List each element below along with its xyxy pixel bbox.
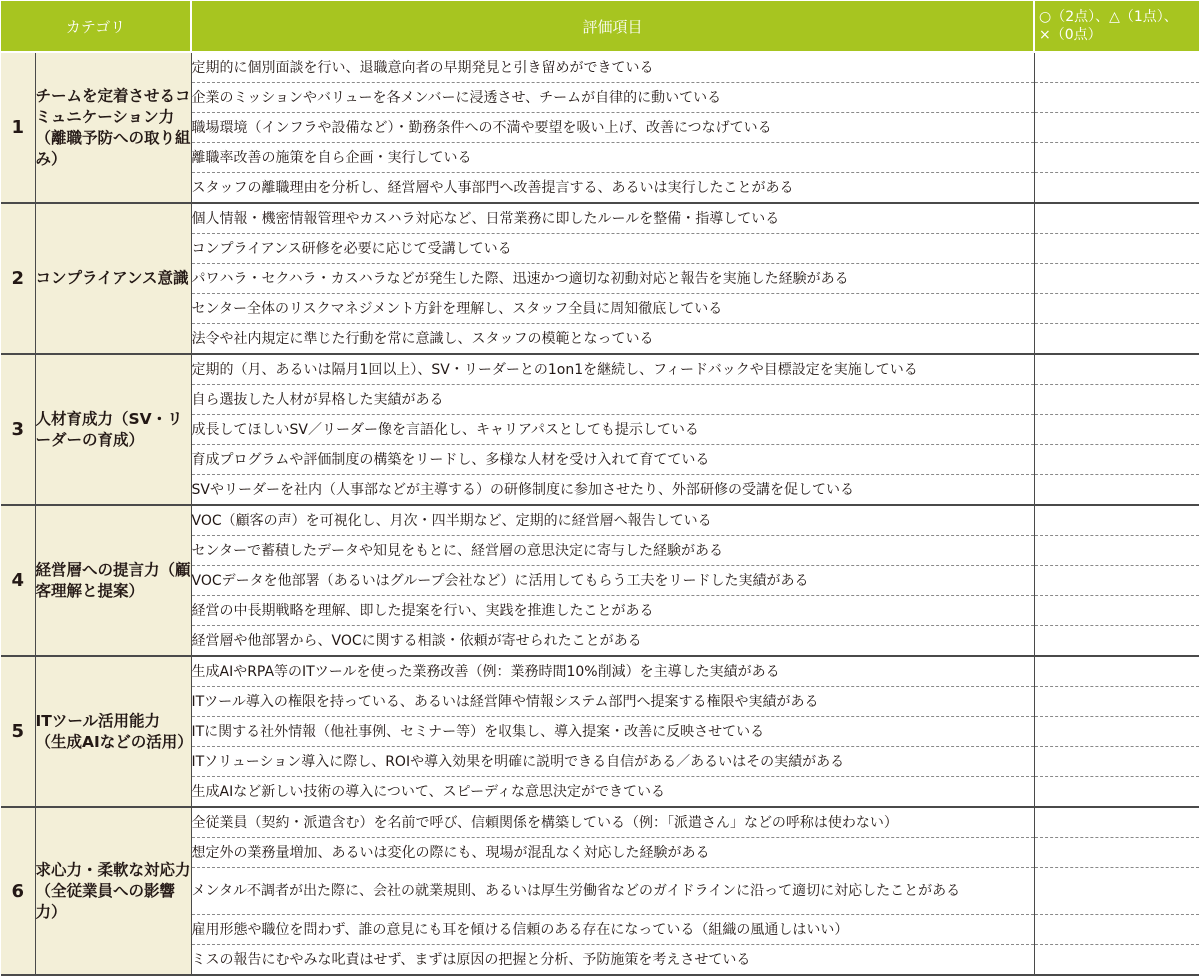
score-input-cell[interactable]	[1034, 445, 1199, 475]
evaluation-item: 自ら選抜した人材が昇格した実績がある	[191, 385, 1034, 415]
score-input-cell[interactable]	[1034, 475, 1199, 506]
category-name: チームを定着させるコミュニケーション力（離職予防への取り組み）	[35, 52, 191, 203]
score-input-cell[interactable]	[1034, 113, 1199, 143]
score-input-cell[interactable]	[1034, 777, 1199, 808]
category-name: 経営層への提言力（顧客理解と提案）	[35, 505, 191, 656]
table-row	[1, 505, 1199, 536]
score-input-cell[interactable]	[1034, 807, 1199, 838]
evaluation-item: ITツール導入の権限を持っている、あるいは経営陣や情報システム部門へ提案する権限や実績がある	[191, 687, 1034, 717]
evaluation-item: 離職率改善の施策を自ら企画・実行している	[191, 143, 1034, 173]
score-input-cell[interactable]	[1034, 747, 1199, 777]
table-row	[1, 52, 1199, 83]
score-input-cell[interactable]	[1034, 626, 1199, 657]
evaluation-item: パワハラ・セクハラ・カスハラなどが発生した際、迅速かつ適切な初動対応と報告を実施した経験がある	[191, 264, 1034, 294]
evaluation-item: 生成AIやRPA等のITツールを使った業務改善（例：業務時間10%削減）を主導した実績がある	[191, 656, 1034, 687]
category-name: コンプライアンス意識	[35, 203, 191, 354]
score-input-cell[interactable]	[1034, 566, 1199, 596]
score-column-header	[1034, 1, 1199, 52]
score-input-cell[interactable]	[1034, 915, 1199, 945]
score-input-cell[interactable]	[1034, 687, 1199, 717]
score-input-cell[interactable]	[1034, 83, 1199, 113]
evaluation-item: 雇用形態や職位を問わず、誰の意見にも耳を傾ける信頼のある存在になっている（組織の風通しはいい）	[191, 915, 1034, 945]
evaluation-item: 定期的（月、あるいは隔月1回以上）、SV・リーダーとの1on1を継続し、フィードバックや目標設定を実施している	[191, 354, 1034, 385]
category-number: 3	[1, 354, 35, 505]
evaluation-item: 成長してほしいSV／リーダー像を言語化し、キャリアパスとしても提示している	[191, 415, 1034, 445]
category-name: ITツール活用能力（生成AIなどの活用）	[35, 656, 191, 807]
evaluation-item: コンプライアンス研修を必要に応じて受講している	[191, 234, 1034, 264]
evaluation-item: 経営の中長期戦略を理解、即した提案を行い、実践を推進したことがある	[191, 596, 1034, 626]
category-number: 6	[1, 807, 35, 975]
table-row	[1, 203, 1199, 234]
evaluation-item: 企業のミッションやバリューを各メンバーに浸透させ、チームが自律的に動いている	[191, 83, 1034, 113]
evaluation-item: ミスの報告にむやみな叱責はせず、まずは原因の把握と分析、予防施策を考えさせている	[191, 945, 1034, 976]
evaluation-item: 想定外の業務量増加、あるいは変化の際にも、現場が混乱なく対応した経験がある	[191, 838, 1034, 868]
category-name: 人材育成力（SV・リーダーの育成）	[35, 354, 191, 505]
checklist-body	[1, 52, 1199, 975]
evaluation-item: 生成AIなど新しい技術の導入について、スピーディな意思決定ができている	[191, 777, 1034, 808]
score-input-cell[interactable]	[1034, 656, 1199, 687]
category-number: 5	[1, 656, 35, 807]
category-number: 1	[1, 52, 35, 203]
evaluation-item: ITソリューション導入に際し、ROIや導入効果を明確に説明できる自信がある／あるいはその実績がある	[191, 747, 1034, 777]
score-header-line-2: ×（0点）	[1039, 27, 1102, 43]
score-input-cell[interactable]	[1034, 415, 1199, 445]
category-number: 4	[1, 505, 35, 656]
evaluation-item: メンタル不調者が出た際に、会社の就業規則、あるいは厚生労働省などのガイドラインに沿って適切に対応したことがある	[191, 868, 1034, 915]
evaluation-item: ITに関する社外情報（他社事例、セミナー等）を収集し、導入提案・改善に反映させている	[191, 717, 1034, 747]
evaluation-item: センター全体のリスクマネジメント方針を理解し、スタッフ全員に周知徹底している	[191, 294, 1034, 324]
score-input-cell[interactable]	[1034, 505, 1199, 536]
evaluation-item: SVやリーダーを社内（人事部などが主導する）の研修制度に参加させたり、外部研修の受講を促している	[191, 475, 1034, 506]
evaluation-item: センターで蓄積したデータや知見をもとに、経営層の意思決定に寄与した経験がある	[191, 536, 1034, 566]
evaluation-checklist-table	[1, 1, 1199, 976]
evaluation-item: 育成プログラムや評価制度の構築をリードし、多様な人材を受け入れて育てている	[191, 445, 1034, 475]
evaluation-item: スタッフの離職理由を分析し、経営層や人事部門へ改善提言する、あるいは実行したことがある	[191, 173, 1034, 204]
score-header-line-1: ○（2点）、△（1点）、	[1039, 9, 1178, 25]
header-row	[1, 1, 1199, 52]
score-input-cell[interactable]	[1034, 838, 1199, 868]
table-row	[1, 656, 1199, 687]
category-name: 求心力・柔軟な対応力（全従業員への影響力）	[35, 807, 191, 975]
score-input-cell[interactable]	[1034, 354, 1199, 385]
score-input-cell[interactable]	[1034, 536, 1199, 566]
score-input-cell[interactable]	[1034, 143, 1199, 173]
score-input-cell[interactable]	[1034, 264, 1199, 294]
score-input-cell[interactable]	[1034, 717, 1199, 747]
table-row	[1, 354, 1199, 385]
score-input-cell[interactable]	[1034, 868, 1199, 915]
evaluation-item: 個人情報・機密情報管理やカスハラ対応など、日常業務に即したルールを整備・指導している	[191, 203, 1034, 234]
score-input-cell[interactable]	[1034, 52, 1199, 83]
table-row	[1, 807, 1199, 838]
score-input-cell[interactable]	[1034, 173, 1199, 204]
evaluation-item: VOC（顧客の声）を可視化し、月次・四半期など、定期的に経営層へ報告している	[191, 505, 1034, 536]
category-number: 2	[1, 203, 35, 354]
evaluation-item: 経営層や他部署から、VOCに関する相談・依頼が寄せられたことがある	[191, 626, 1034, 657]
score-input-cell[interactable]	[1034, 234, 1199, 264]
score-input-cell[interactable]	[1034, 945, 1199, 976]
score-input-cell[interactable]	[1034, 324, 1199, 355]
evaluation-item: 法令や社内規定に準じた行動を常に意識し、スタッフの模範となっている	[191, 324, 1034, 355]
item-column-header: 評価項目	[191, 1, 1034, 52]
evaluation-item: VOCデータを他部署（あるいはグループ会社など）に活用してもらう工夫をリードした実績がある	[191, 566, 1034, 596]
evaluation-item: 職場環境（インフラや設備など）・勤務条件への不満や要望を吸い上げ、改善につなげている	[191, 113, 1034, 143]
evaluation-item: 全従業員（契約・派遣含む）を名前で呼び、信頼関係を構築している（例：「派遣さん」などの呼称は使わない）	[191, 807, 1034, 838]
category-column-header: カテゴリ	[1, 1, 191, 52]
score-input-cell[interactable]	[1034, 203, 1199, 234]
score-input-cell[interactable]	[1034, 294, 1199, 324]
evaluation-item: 定期的に個別面談を行い、退職意向者の早期発見と引き留めができている	[191, 52, 1034, 83]
score-input-cell[interactable]	[1034, 596, 1199, 626]
score-input-cell[interactable]	[1034, 385, 1199, 415]
